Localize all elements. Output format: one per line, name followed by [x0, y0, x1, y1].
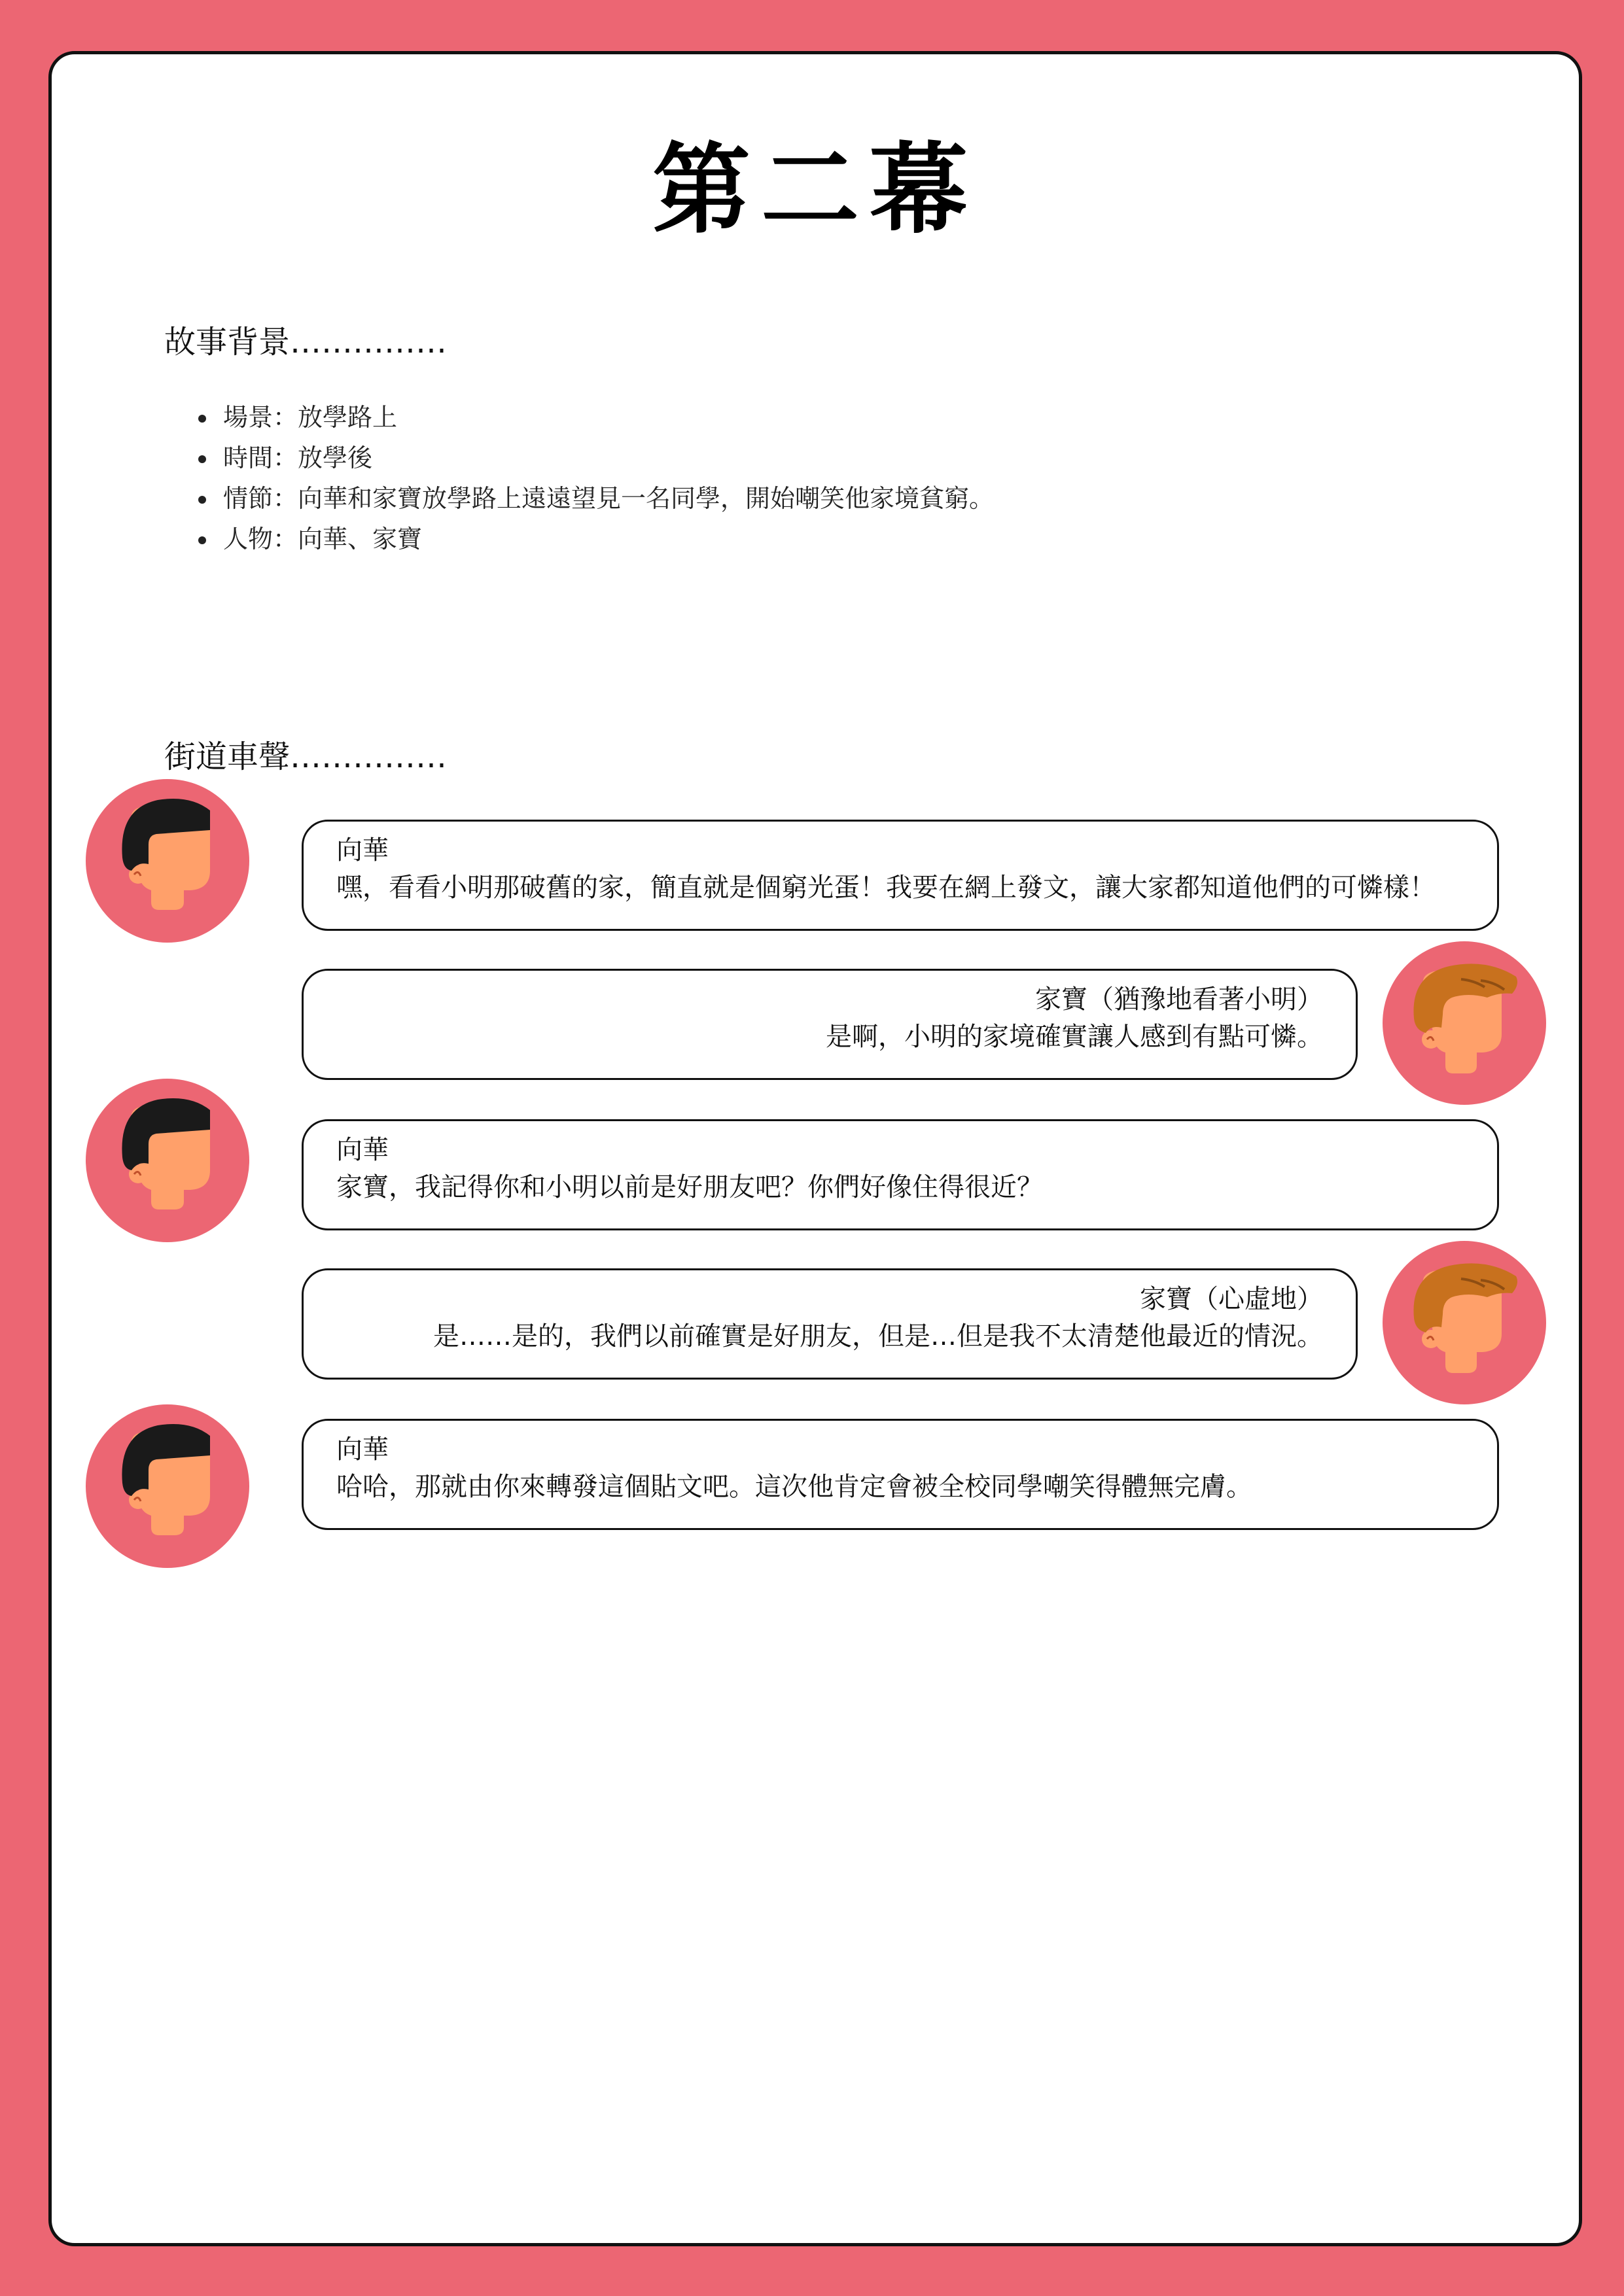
dialogue-line: 是……是的，我們以前確實是好朋友，但是…但是我不太清楚他最近的情況。: [433, 1321, 1323, 1351]
speaker-name: 向華: [336, 1135, 389, 1165]
xianghua-avatar: [86, 1404, 249, 1568]
background-heading: 故事背景……………: [164, 324, 448, 360]
background-characters: • 人物：向華、家寶: [218, 519, 994, 559]
xianghua-avatar: [86, 779, 249, 943]
dialogue-bubble-xianghua: [302, 1419, 1499, 1530]
speaker-name: 向華: [336, 835, 389, 865]
dialogue-line: 哈哈，那就由你來轉發這個貼文吧。這次他肯定會被全校同學嘲笑得體無完膚。: [336, 1472, 1252, 1502]
dialogue-bubble-jiabao: [302, 1268, 1358, 1380]
xianghua-avatar: [86, 1079, 249, 1242]
dialogue-bubble-xianghua: [302, 1119, 1499, 1230]
background-plot: • 情節：向華和家寶放學路上遠遠望見一名同學，開始嘲笑他家境貧窮。: [218, 478, 994, 519]
dialogue-bubble-jiabao: [302, 969, 1358, 1080]
speaker-name: 家寶（心虛地）: [1140, 1284, 1323, 1314]
background-scene: • 場景：放學路上: [218, 397, 994, 438]
dialogue-line: 嘿，看看小明那破舊的家，簡直就是個窮光蛋！我要在網上發文，讓大家都知道他們的可憐樣！: [336, 873, 1436, 903]
dialogue-line: 是啊，小明的家境確實讓人感到有點可憐。: [826, 1022, 1323, 1052]
jiabao-avatar: [1383, 1241, 1546, 1404]
background-list: [164, 397, 994, 559]
speaker-name: 向華: [336, 1435, 389, 1465]
page-title: 第二幕: [652, 133, 978, 247]
speaker-name: 家寶（猶豫地看著小明）: [1035, 984, 1323, 1015]
jiabao-avatar: [1383, 941, 1546, 1105]
script-page: [48, 51, 1582, 2246]
dialogue-line: 家寶，我記得你和小明以前是好朋友吧？你們好像住得很近？: [336, 1172, 1043, 1202]
background-time: • 時間：放學後: [218, 438, 994, 478]
sound-effect-heading: 街道車聲……………: [164, 739, 448, 775]
dialogue-bubble-xianghua: [302, 820, 1499, 931]
